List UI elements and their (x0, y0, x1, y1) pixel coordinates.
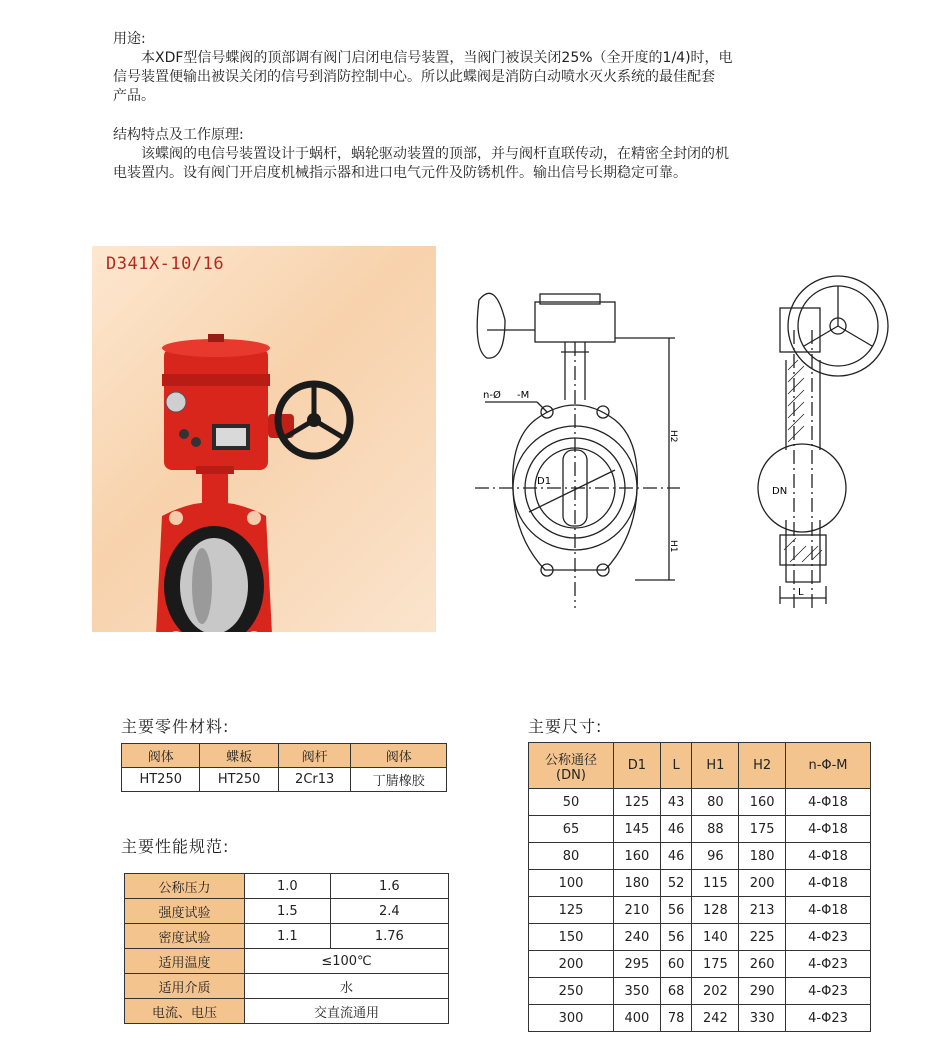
structure-text-line: 电装置内。设有阀门开启度机械指示器和进口电气元件及防锈机件。输出信号长期稳定可靠。 (113, 165, 687, 181)
table-cell: 150 (529, 924, 614, 951)
table-cell: 1.5 (245, 899, 331, 924)
table-cell: 295 (614, 951, 661, 978)
gland-fitting (166, 392, 186, 412)
table-row (529, 816, 871, 843)
front-view-drawing (465, 280, 695, 610)
table-cell: 175 (692, 951, 739, 978)
table-cell: ≤100℃ (245, 949, 449, 974)
table-row (125, 924, 449, 949)
table-cell: 50 (529, 789, 614, 816)
handwheel-outline (477, 293, 505, 358)
table-header-cell: 阀体 (351, 744, 447, 768)
table-cell: 350 (614, 978, 661, 1005)
table-row (529, 951, 871, 978)
valve-body (156, 502, 272, 632)
table-cell: 43 (660, 789, 692, 816)
usage-text-line: 产品。 (113, 88, 155, 104)
table-cell: HT250 (200, 768, 278, 792)
table-cell: 4-Φ23 (786, 1005, 871, 1032)
table-row (529, 843, 871, 870)
table-cell: 210 (614, 897, 661, 924)
table-cell: 330 (739, 1005, 786, 1032)
table-cell: 2.4 (330, 899, 448, 924)
table-cell: 4-Φ18 (786, 816, 871, 843)
valve-photo (92, 246, 436, 632)
performance-title: 主要性能规范: (121, 837, 230, 856)
table-header-cell: 阀体 (122, 744, 200, 768)
gearbox-outline (535, 302, 615, 342)
table-cell: 4-Φ23 (786, 978, 871, 1005)
table-cell: 96 (692, 843, 739, 870)
table-cell: 68 (660, 978, 692, 1005)
table-cell: 1.6 (330, 874, 448, 899)
table-cell: 78 (660, 1005, 692, 1032)
table-row (125, 999, 449, 1024)
table-cell: 145 (614, 816, 661, 843)
table-cell: 160 (739, 789, 786, 816)
table-cell: 260 (739, 951, 786, 978)
table-cell: 88 (692, 816, 739, 843)
table-cell: 46 (660, 816, 692, 843)
table-cell: 242 (692, 1005, 739, 1032)
table-row (529, 789, 871, 816)
label-m: -M (517, 390, 530, 401)
header-dn-line1: 公称通径 (544, 752, 597, 768)
label-dn: DN (772, 486, 788, 497)
materials-table (121, 743, 447, 792)
table-cell: 180 (739, 843, 786, 870)
label-n-phi: n-Ø (483, 390, 501, 401)
table-row (125, 899, 449, 924)
label-h1: H1 (668, 540, 678, 553)
table-cell: 4-Φ18 (786, 870, 871, 897)
table-cell: 128 (692, 897, 739, 924)
label-l: L (798, 587, 804, 598)
table-row (125, 974, 449, 999)
table-cell: 65 (529, 816, 614, 843)
row-label: 电流、电压 (125, 999, 245, 1024)
table-cell: 200 (739, 870, 786, 897)
actuator-band (162, 374, 270, 386)
row-label: 公称压力 (125, 874, 245, 899)
table-cell: 水 (245, 974, 449, 999)
usage-text-line: 本XDF型信号蝶阀的顶部调有阀门启闭电信号装置，当阀门被误关闭25%（全开度的1/4)时，电 (141, 50, 733, 66)
dimensions-body (529, 789, 871, 1032)
table-cell: 56 (660, 924, 692, 951)
table-cell: 56 (660, 897, 692, 924)
table-cell: 240 (614, 924, 661, 951)
table-header-row (122, 744, 447, 768)
table-row (529, 870, 871, 897)
table-header-cell: H1 (692, 743, 739, 789)
dimensions-table (528, 742, 871, 1032)
table-row (529, 978, 871, 1005)
table-header-cell: D1 (614, 743, 661, 789)
label-h2: H2 (668, 430, 678, 443)
table-header-row (529, 743, 871, 789)
table-cell: 200 (529, 951, 614, 978)
table-cell: 4-Φ23 (786, 924, 871, 951)
table-cell: 225 (739, 924, 786, 951)
table-cell: 80 (529, 843, 614, 870)
table-cell: HT250 (122, 768, 200, 792)
table-cell: 丁腈橡胶 (351, 768, 447, 792)
table-cell: 400 (614, 1005, 661, 1032)
table-row (529, 924, 871, 951)
table-cell: 1.76 (330, 924, 448, 949)
table-header-cell: 蝶板 (200, 744, 278, 768)
table-cell: 4-Φ18 (786, 789, 871, 816)
table-cell: 202 (692, 978, 739, 1005)
table-cell: 290 (739, 978, 786, 1005)
product-photo-panel (92, 246, 436, 632)
side-view-drawing (750, 270, 900, 615)
materials-title: 主要零件材料: (121, 717, 230, 736)
row-label: 适用温度 (125, 949, 245, 974)
table-cell: 300 (529, 1005, 614, 1032)
table-header-cell: L (660, 743, 692, 789)
table-cell: 交直流通用 (245, 999, 449, 1024)
table-row (529, 897, 871, 924)
table-cell: 213 (739, 897, 786, 924)
usage-text-line: 信号装置便输出被误关闭的信号到消防控制中心。所以此蝶阀是消防白动喷水灭火系统的最佳配套 (113, 69, 715, 85)
header-dn-line2: (DN) (556, 767, 586, 783)
table-cell: 125 (529, 897, 614, 924)
table-cell: 46 (660, 843, 692, 870)
table-cell: 140 (692, 924, 739, 951)
label-d1: D1 (537, 476, 552, 487)
structure-text-line: 该蝶阀的电信号装置设计于蜗杆，蜗轮驱动装置的顶部，并与阀杆直联传动，在精密全封闭的机 (141, 146, 729, 162)
table-header-cell: 阀杆 (278, 744, 351, 768)
intro-text (113, 30, 833, 183)
table-header-cell: n-Φ-M (786, 743, 871, 789)
table-cell: 4-Φ18 (786, 897, 871, 924)
structure-heading: 结构特点及工作原理: (113, 127, 244, 143)
row-label: 密度试验 (125, 924, 245, 949)
product-model-title: D341X-10/16 (106, 254, 225, 274)
table-cell: 100 (529, 870, 614, 897)
table-cell: 4-Φ18 (786, 843, 871, 870)
table-cell: 52 (660, 870, 692, 897)
table-header-cell (529, 743, 614, 789)
table-cell: 180 (614, 870, 661, 897)
table-cell: 1.0 (245, 874, 331, 899)
table-cell: 250 (529, 978, 614, 1005)
table-cell: 2Cr13 (278, 768, 351, 792)
dimensions-title: 主要尺寸: (528, 717, 603, 736)
table-cell: 60 (660, 951, 692, 978)
table-cell: 115 (692, 870, 739, 897)
table-row (529, 1005, 871, 1032)
table-row (122, 768, 447, 792)
table-cell: 1.1 (245, 924, 331, 949)
table-cell: 125 (614, 789, 661, 816)
usage-heading: 用途: (113, 31, 146, 47)
table-cell: 175 (739, 816, 786, 843)
row-label: 适用介质 (125, 974, 245, 999)
table-cell: 4-Φ23 (786, 951, 871, 978)
table-cell: 160 (614, 843, 661, 870)
table-cell: 80 (692, 789, 739, 816)
table-row (125, 949, 449, 974)
table-row (125, 874, 449, 899)
performance-table (124, 873, 449, 1024)
table-header-cell: H2 (739, 743, 786, 789)
row-label: 强度试验 (125, 899, 245, 924)
